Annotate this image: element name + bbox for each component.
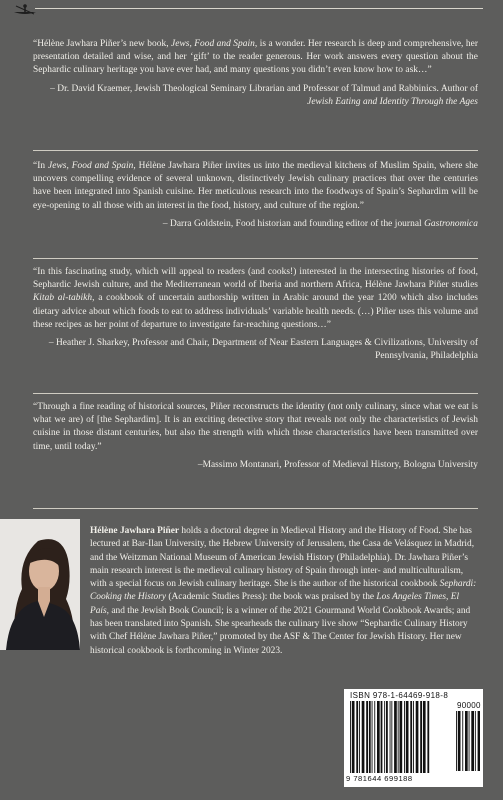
quote-3-text: “In this fascinating study, which will appeal to readers (and cooks!) interested in the intersecting histories of food, Sephardic Jewish culture, and the Mediterranean world of Iberia and northern Africa, Hélène Jawhara Piñer studies Kitab al-tabikh, a cookbook of uncertain authorship written in Arabic around the year 1200 which also includes dietary advice about which foods to eat to address individuals’ variable health needs. (…) Piñer uses this volume and these recipes as her point of departure to investigate far-reaching questions…”	[33, 267, 479, 330]
ean-number: 9 781644 699188	[346, 774, 413, 783]
divider	[33, 258, 478, 259]
endorsement-1	[33, 38, 478, 109]
top-divider	[35, 8, 483, 9]
quote-1-text: “Hélène Jawhara Piñer’s new book, Jews, Food and Spain, is a wonder. Her research is deep and comprehensive, her presentation detailed and wise, and her ‘gift’ to the reader generous. Her work answers every question about the Sephardic culinary heritage you have ever had, and many questions you didn’t even know how to ask…”	[33, 39, 478, 76]
quote-4-attribution: –Massimo Montanari, Professor of Medieval History, Bologna University	[197, 459, 478, 470]
author-portrait-icon	[0, 519, 80, 650]
endorsement-3	[33, 266, 478, 363]
quote-2-attribution: – Darra Goldstein, Food historian and founding editor of the journal Gastronomica	[162, 218, 478, 229]
endorsement-2	[33, 160, 478, 231]
quote-1-attribution: – Dr. David Kraemer, Jewish Theological Seminary Librarian and Professor of Talmud and Rabbinics. Author of Jewish Eating and Identity Through the Ages	[50, 83, 478, 107]
divider	[33, 150, 478, 151]
author-photo	[0, 519, 80, 650]
barcode-addon-bars-icon	[456, 711, 480, 771]
barcode-addon-number: 90000	[457, 701, 481, 710]
author-bio	[90, 525, 480, 658]
bio-text: Hélène Jawhara Piñer holds a doctoral degree in Medieval History and the History of Food. She has lectured at Bar-Ilan University, the Hebrew University of Jerusalem, the Casa de Velásquez in Madrid, and the Weitzman National Museum of American Jewish History (Philadelphia). Dr. Jawhara Piñer’s main research interest is the medieval culinary history of Spain through inter- and multiculturalism, with a special focus on Jewish culinary heritage. She is the author of the historical cookbook Sephardi: Cooking the History (Academic Studies Press): the book was praised by the Los Angeles Times, El País, and the Jewish Book Council; is a winner of the 2021 Gourmand World Cookbook Awards; and has been translated into Spanish. She spearheads the culinary live show “Sephardic Culinary History with Chef Hélène Jawhara Piñer,” promoted by the ASF & The Center for Jewish History. Her new historical cookbook is forthcoming in Winter 2023.	[90, 526, 477, 656]
divider	[33, 393, 478, 394]
isbn-label: ISBN 978-1-64469-918-8	[350, 691, 449, 700]
quote-2-text: “In Jews, Food and Spain, Hélène Jawhara Piñer invites us into the medieval kitchens of Muslim Spain, where she uncovers compelling evidence of several unknown, distinctively Jewish culinary practices that over the centuries have been integrated into Spanish cuisine. Her meticulous research into the foodways of Spain’s Sephardim will be eye-opening to all those with an interest in the food, history, and culture of the region.”	[33, 161, 479, 211]
divider	[33, 508, 478, 509]
endorsement-4	[33, 401, 478, 472]
boat-logo-icon	[10, 2, 40, 16]
isbn-barcode	[344, 689, 483, 787]
barcode-bars-icon	[350, 701, 455, 773]
quote-4-text: “Through a fine reading of historical sources, Piñer reconstructs the identity (not only culinary, since what we eat is what we are) of [the Sephardim]. It is an exciting detective story that reveals not only the characteristics of Jewish cuisine in those distant centuries, but also the strength with which those characteristics have been transmitted over time, until today.”	[33, 402, 478, 452]
quote-3-attribution: – Heather J. Sharkey, Professor and Chair, Department of Near Eastern Languages & Civilizations, University of Pennsylvania, Philadelphia	[48, 338, 478, 362]
